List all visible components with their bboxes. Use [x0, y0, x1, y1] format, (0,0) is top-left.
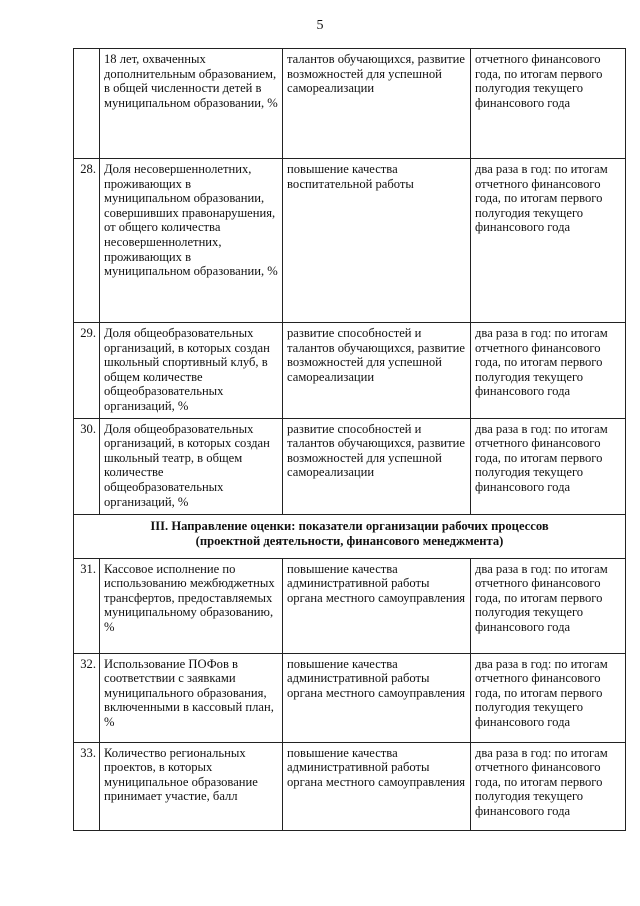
- goal-cell: повышение качества административной работы органа местного самоуправления: [283, 653, 471, 742]
- goal-cell: повышение качества административной работы органа местного самоуправления: [283, 558, 471, 653]
- row-number: 33.: [74, 742, 100, 830]
- table-row: [74, 323, 626, 419]
- frequency-cell: отчетного финансового года, по итогам первого полугодия текущего финансового года: [471, 49, 626, 159]
- row-number: 30.: [74, 418, 100, 514]
- section-header: [74, 514, 626, 558]
- page-number: 5: [316, 18, 324, 33]
- table-row: [74, 558, 626, 653]
- table-row: [74, 159, 626, 323]
- indicator-cell: Доля общеобразовательных организаций, в которых создан школьный спортивный клуб, в общем количестве общеобразовательных организаций, %: [100, 323, 283, 419]
- frequency-cell: два раза в год: по итогам отчетного финансового года, по итогам первого полугодия текущего финансового года: [471, 653, 626, 742]
- section-header-row: [74, 514, 626, 558]
- frequency-cell: два раза в год: по итогам отчетного финансового года, по итогам первого полугодия текущего финансового года: [471, 323, 626, 419]
- indicator-cell: 18 лет, охваченных дополнительным образованием, в общей численности детей в муниципальном образовании, %: [100, 49, 283, 159]
- row-number: 32.: [74, 653, 100, 742]
- row-number: [74, 49, 100, 159]
- row-number: 28.: [74, 159, 100, 323]
- frequency-cell: два раза в год: по итогам отчетного финансового года, по итогам первого полугодия текущего финансового года: [471, 558, 626, 653]
- indicator-cell: Использование ПОФов в соответствии с заявками муниципального образования, включенными в кассовый план, %: [100, 653, 283, 742]
- goal-cell: повышение качества административной работы органа местного самоуправления: [283, 742, 471, 830]
- table-row: [74, 418, 626, 514]
- indicator-cell: Доля общеобразовательных организаций, в которых создан школьный театр, в общем количестве общеобразовательных организаций, %: [100, 418, 283, 514]
- frequency-cell: два раза в год: по итогам отчетного финансового года, по итогам первого полугодия текущего финансового года: [471, 159, 626, 323]
- goal-cell: талантов обучающихся, развитие возможностей для успешной самореализации: [283, 49, 471, 159]
- indicator-cell: Кассовое исполнение по использованию межбюджетных трансфертов, предоставляемых муниципальному образованию, %: [100, 558, 283, 653]
- goal-cell: повышение качества воспитательной работы: [283, 159, 471, 323]
- indicator-cell: Доля несовершеннолетних, проживающих в муниципальном образовании, совершивших правонарушения, от общего количества несовершеннолетних, проживающих в муниципальном образовании, %: [100, 159, 283, 323]
- indicator-cell: Количество региональных проектов, в которых муниципальное образование принимает участие, балл: [100, 742, 283, 830]
- goal-cell: развитие способностей и талантов обучающихся, развитие возможностей для успешной самореализации: [283, 323, 471, 419]
- frequency-cell: два раза в год: по итогам отчетного финансового года, по итогам первого полугодия текущего финансового года: [471, 742, 626, 830]
- section-header-line2: (проектной деятельности, финансового менеджмента): [195, 533, 504, 548]
- row-number: 31.: [74, 558, 100, 653]
- goal-cell: развитие способностей и талантов обучающихся, развитие возможностей для успешной самореализации: [283, 418, 471, 514]
- frequency-cell: два раза в год: по итогам отчетного финансового года, по итогам первого полугодия текущего финансового года: [471, 418, 626, 514]
- row-number: 29.: [74, 323, 100, 419]
- table-row: [74, 742, 626, 830]
- table-row: [74, 653, 626, 742]
- indicators-table: [73, 48, 626, 831]
- table-row: [74, 49, 626, 159]
- section-header-line1: III. Направление оценки: показатели организации рабочих процессов: [150, 518, 549, 533]
